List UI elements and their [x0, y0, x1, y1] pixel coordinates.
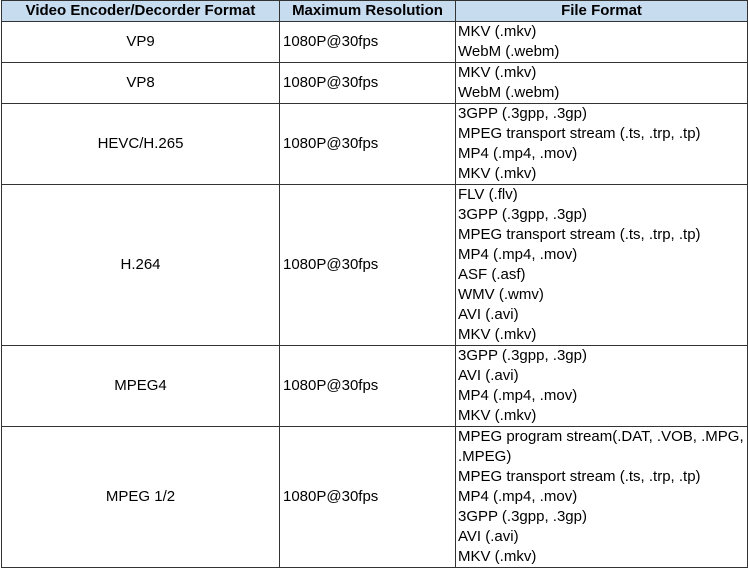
codec-cell: VP8 — [2, 63, 280, 104]
file-format-item: MPEG transport stream (.ts, .trp, .tp) — [458, 468, 701, 485]
file-format-item: AVI (.avi) — [458, 306, 519, 323]
resolution-cell: 1080P@30fps — [280, 22, 456, 63]
file-format-item: 3GPP (.3gpp, .3gp) — [458, 347, 587, 364]
codec-cell: HEVC/H.265 — [2, 104, 280, 185]
file-format-item: 3GPP (.3gpp, .3gp) — [458, 508, 587, 525]
file-format-item: MP4 (.mp4, .mov) — [458, 488, 578, 505]
file-format-item: MKV (.mkv) — [458, 23, 537, 40]
file-format-cell — [456, 185, 748, 346]
file-format-item: MPEG transport stream (.ts, .trp, .tp) — [458, 226, 701, 243]
file-format-cell — [456, 22, 748, 63]
header-codec: Video Encoder/Decorder Format — [2, 1, 280, 22]
resolution-cell: 1080P@30fps — [280, 346, 456, 427]
file-format-cell — [456, 346, 748, 427]
resolution-cell: 1080P@30fps — [280, 185, 456, 346]
file-format-item: AVI (.avi) — [458, 528, 519, 545]
codec-cell: MPEG4 — [2, 346, 280, 427]
file-format-item: 3GPP (.3gpp, .3gp) — [458, 105, 587, 122]
file-format-item: MP4 (.mp4, .mov) — [458, 387, 578, 404]
header-row — [2, 1, 748, 22]
file-format-item: 3GPP (.3gpp, .3gp) — [458, 206, 587, 223]
table-row — [2, 185, 748, 346]
file-format-item: MKV (.mkv) — [458, 548, 537, 565]
header-file-format: File Format — [456, 1, 748, 22]
resolution-cell: 1080P@30fps — [280, 427, 456, 568]
table-body — [2, 22, 748, 568]
file-format-item: MKV (.mkv) — [458, 407, 537, 424]
codec-cell: MPEG 1/2 — [2, 427, 280, 568]
file-format-item: MP4 (.mp4, .mov) — [458, 246, 578, 263]
table-row — [2, 427, 748, 568]
table-row — [2, 104, 748, 185]
codec-table — [1, 0, 748, 568]
file-format-item: ASF (.asf) — [458, 266, 526, 283]
file-format-item: MKV (.mkv) — [458, 64, 537, 81]
codec-cell: H.264 — [2, 185, 280, 346]
resolution-cell: 1080P@30fps — [280, 63, 456, 104]
header-resolution: Maximum Resolution — [280, 1, 456, 22]
table-row — [2, 346, 748, 427]
file-format-item: WebM (.webm) — [458, 43, 560, 60]
file-format-item: MPEG transport stream (.ts, .trp, .tp) — [458, 125, 701, 142]
file-format-item: MP4 (.mp4, .mov) — [458, 145, 578, 162]
table-row — [2, 63, 748, 104]
file-format-item: MKV (.mkv) — [458, 326, 537, 343]
file-format-item: AVI (.avi) — [458, 367, 519, 384]
file-format-cell — [456, 427, 748, 568]
file-format-item: MPEG program stream(.DAT, .VOB, .MPG, .MPEG) — [458, 428, 744, 465]
file-format-cell — [456, 63, 748, 104]
file-format-cell — [456, 104, 748, 185]
file-format-item: FLV (.flv) — [458, 186, 518, 203]
file-format-item: MKV (.mkv) — [458, 165, 537, 182]
resolution-cell: 1080P@30fps — [280, 104, 456, 185]
codec-cell: VP9 — [2, 22, 280, 63]
table-row — [2, 22, 748, 63]
file-format-item: WMV (.wmv) — [458, 286, 544, 303]
file-format-item: WebM (.webm) — [458, 84, 560, 101]
